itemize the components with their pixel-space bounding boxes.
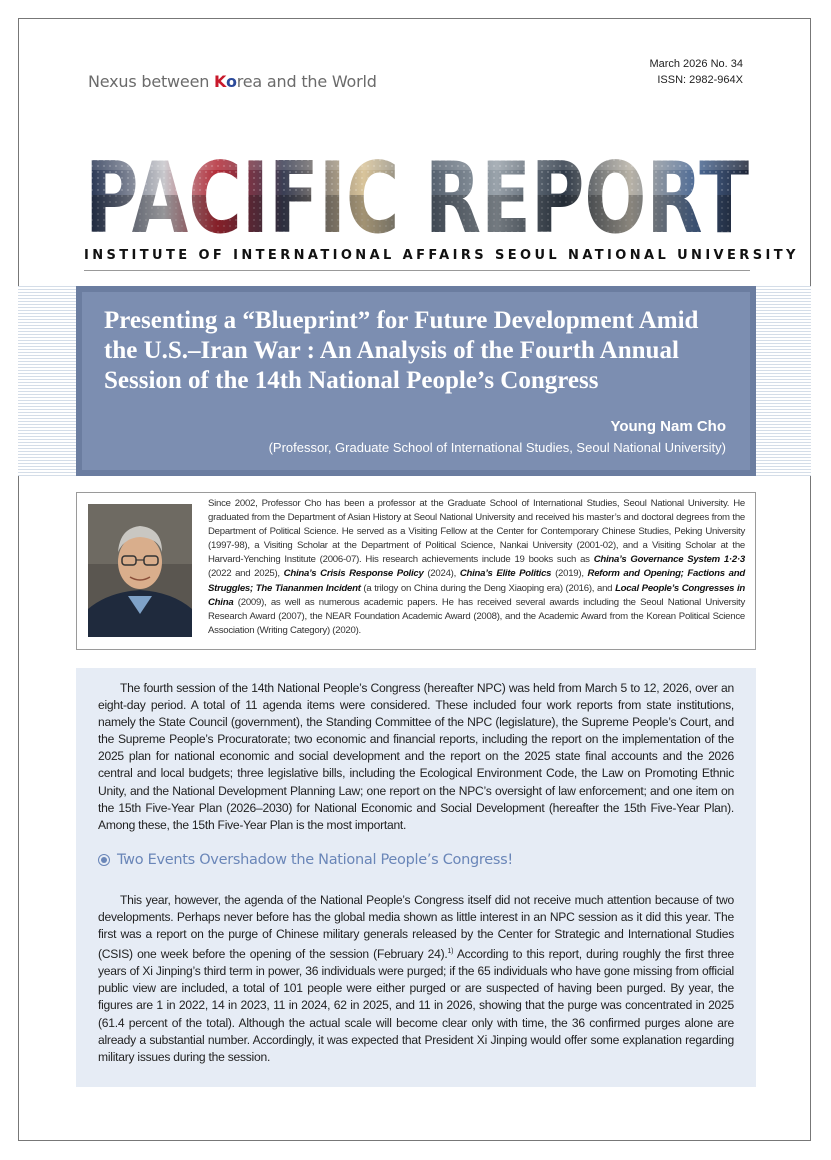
institute-name: INSTITUTE OF INTERNATIONAL AFFAIRS SEOUL NATIONAL UNIVERSITY — [84, 248, 799, 263]
article-body — [76, 668, 756, 1087]
masthead-logo — [84, 140, 750, 240]
book-title: Reform and Opening; Factions and Struggles; The Tiananmen Incident — [208, 568, 745, 594]
article-title: Presenting a “Blueprint” for Future Development Amid the U.S.–Iran War : An Analysis of the Fourth Annual Session of the 14th National People’s Congress — [104, 307, 699, 394]
author-bio — [76, 492, 756, 650]
tagline-k: K — [214, 72, 226, 91]
book-title: China’s Elite Politics — [459, 568, 552, 580]
tagline: Nexus between Korea and the World — [88, 72, 377, 91]
footnote-ref[interactable]: 1) — [447, 948, 454, 956]
author-photo — [88, 504, 192, 637]
section-heading-text: Two Events Overshadow the National People’s Congress! — [117, 851, 513, 868]
issue-info — [649, 56, 743, 88]
book-title: China’s Governance System 1·2·3 — [593, 554, 745, 566]
bio-text: Since 2002, Professor Cho has been a professor at the Graduate School of International Studies, Seoul National University. He graduated from the Department of Asian History at Seoul National University and received his master’s and doctoral degrees from the Department of Political Science. He served as a Visiting Fellow at the Center for Contemporary Chinese Studies, Peking University (1997-98), a Visiting Scholar at the Department of Political Science, Nankai University (2001-02), and a Visiting Scholar at the Harvard-Yenching Institute (2006-07). His research achievements include 19 books such as China’s Governance System 1·2·3 (2022 and 2025), China’s Crisis Response Policy (2024), China’s Elite Politics (2019), Reform and Opening; Factions and Struggles; The Tiananmen Incident (a trilogy on China during the Deng Xiaoping era) (2016), and Local People’s Congresses in China (2009), as well as numerous academic papers. He has received several awards including the Seoul National University Research Award (2007), the NEAR Foundation Academic Award (2008), and the Academic Award from the Korean Political Science Association (Writing Category) (2020). — [208, 498, 745, 636]
bullet-icon — [98, 854, 110, 866]
tagline-o: o — [225, 72, 237, 91]
book-title: China’s Crisis Response Policy — [283, 568, 424, 580]
issue-number: March 2026 No. 34 — [649, 58, 743, 70]
section-heading — [98, 852, 734, 868]
issn: ISSN: 2982-964X — [657, 74, 743, 86]
author-name: Young Nam Cho — [610, 418, 726, 435]
title-box — [76, 286, 756, 476]
author-affiliation: (Professor, Graduate School of International Studies, Seoul National University) — [268, 440, 726, 455]
book-title: Local People’s Congresses in China — [208, 582, 745, 608]
paragraph: This year, however, the agenda of the National People’s Congress itself did not receive much attention because of two developments. Perhaps never before has the global media shown as little interest in an NPC session as it did this year. The first was a report on the purge of Chinese military generals released by the Center for Strategic and International Studies (CSIS) one week before the opening of the session (February 24).$^{1)}$ According to this report, during roughly the first three years of Xi Jinping’s third term in power, 36 individuals were purged; if the 65 individuals who have gone missing from official public view are included, a total of 101 people were either purged or are suspected of having been purged. By year, the figures are 1 in 2022, 14 in 2023, 11 in 2024, 62 in 2025, and 11 in 2026, showing that the purge was concentrated in 2025 (61.4 percent of the total). Although the actual scale will become clear only with time, the 36 confirmed purges alone are already a substantial number. Accordingly, it was expected that President Xi Jinping would offer some explanation regarding military issues during the session. — [98, 892, 734, 1064]
paragraph: The fourth session of the 14th National People’s Congress (hereafter NPC) was held from March 5 to 12, 2026, over an eight-day period. A total of 11 agenda items were considered. These included four work reports from state institutions, namely the State Council (government), the Standing Committee of the NPC (legislature), the Supreme People’s Court, and the Supreme People’s Procuratorate; two economic and financial reports, including the report on the implementation of the 2025 plan for national economic and social development and the report on the 2025 state final accounts and the 2026 central and local budgets; three legislative bills, including the Ecological Environment Code, the Law on Promoting Ethnic Unity, and the National Development Planning Law; one report on the NPC’s oversight of law enforcement; and one item on the 15th Five-Year Plan (2026–2030) for National Economic and Social Development (hereafter the 15th Five-Year Plan). Among these, the 15th Five-Year Plan is the most important. — [98, 681, 734, 832]
divider — [84, 270, 750, 271]
